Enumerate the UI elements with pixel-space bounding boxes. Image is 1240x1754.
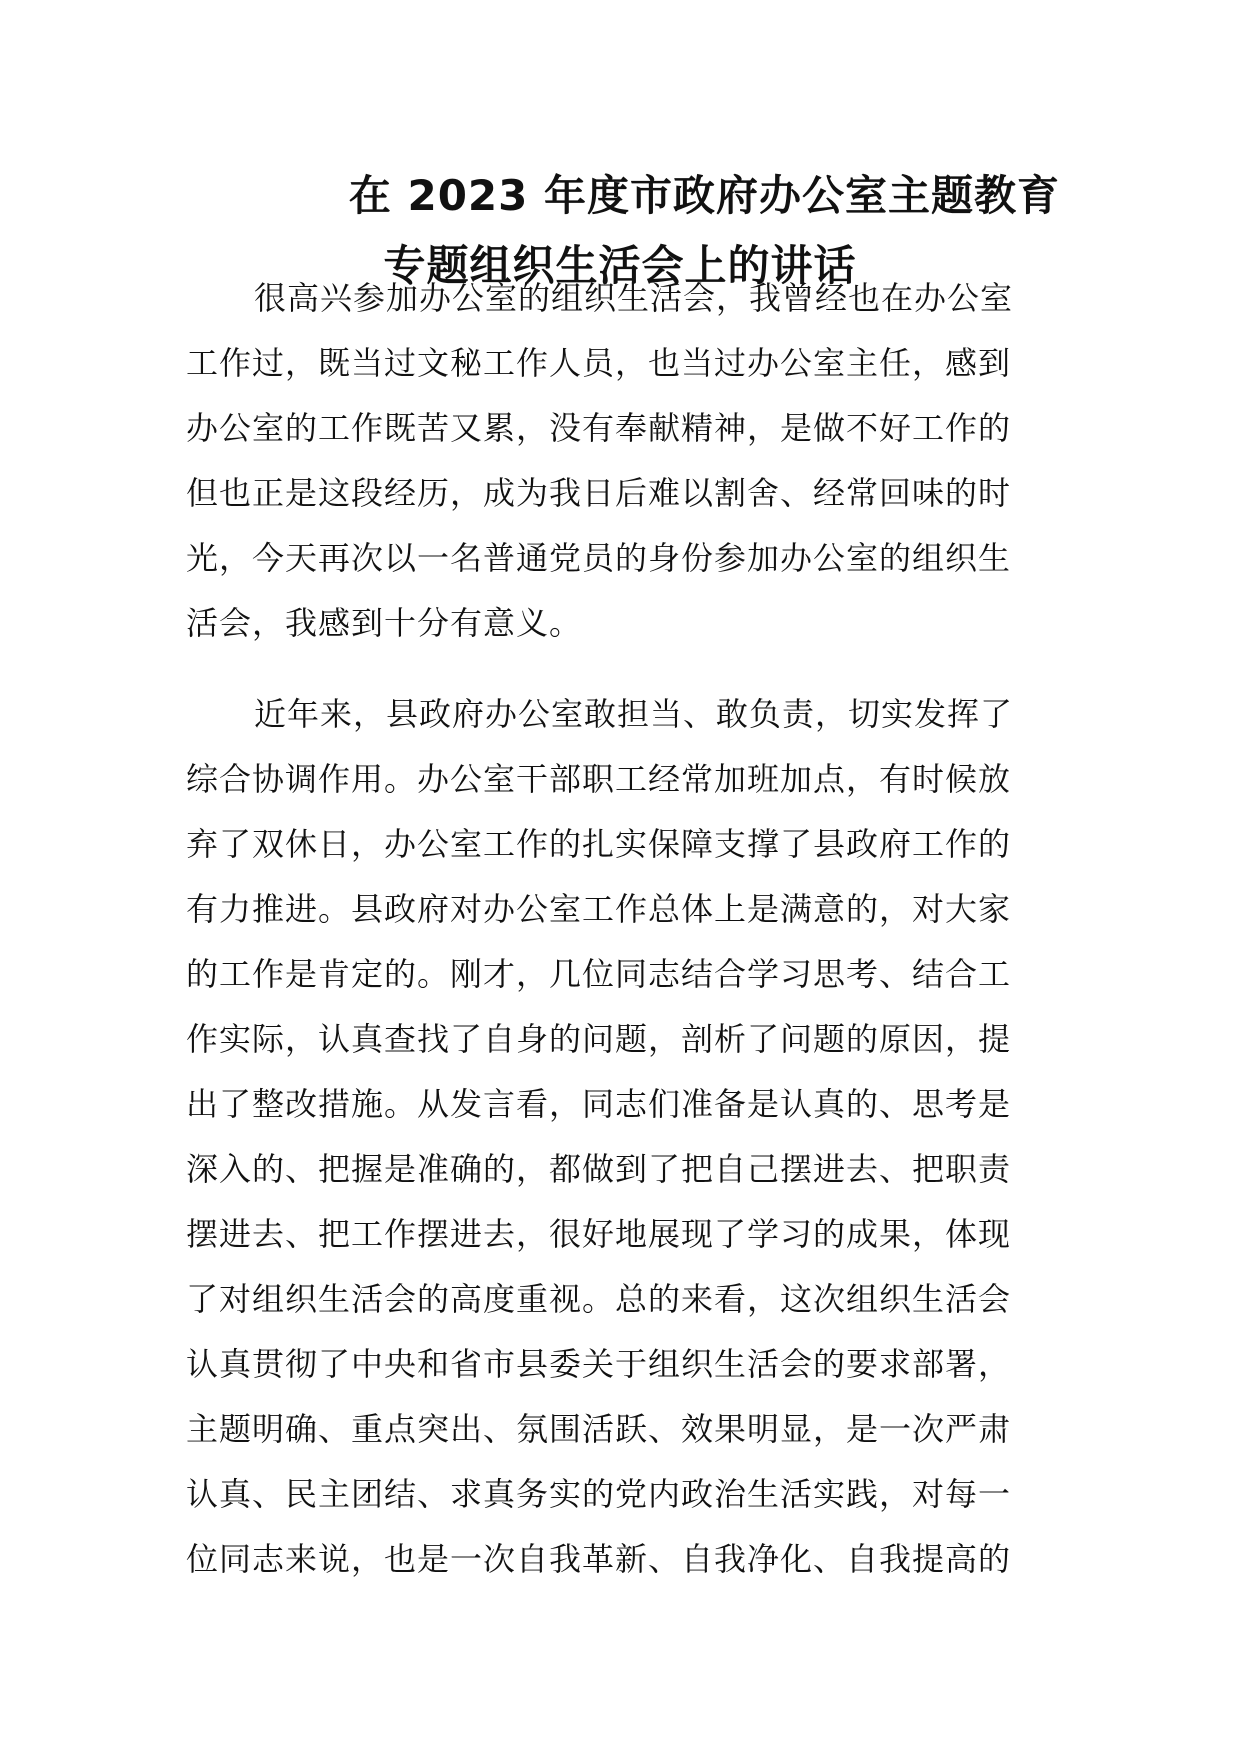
paragraph-line: 弃了双休日，办公室工作的扎实保障支撑了县政府工作的 <box>186 825 1012 863</box>
paragraph-1 <box>186 266 1066 656</box>
paragraph-line: 有力推进。县政府对办公室工作总体上是满意的，对大家 <box>186 890 1012 928</box>
document-title-line-1: 在 2023 年度市政府办公室主题教育 <box>348 171 1060 220</box>
paragraph-line: 认真、民主团结、求真务实的党内政治生活实践，对每一 <box>186 1475 1012 1513</box>
paragraph-line: 作实际，认真查找了自身的问题，剖析了问题的原因，提 <box>186 1020 1012 1058</box>
paragraph-line: 的工作是肯定的。刚才，几位同志结合学习思考、结合工 <box>186 955 1012 993</box>
paragraph-line: 了对组织生活会的高度重视。总的来看，这次组织生活会 <box>186 1280 1012 1318</box>
paragraph-line: 工作过，既当过文秘工作人员，也当过办公室主任，感到 <box>186 344 1012 382</box>
paragraph-line: 光，今天再次以一名普通党员的身份参加办公室的组织生 <box>186 539 1012 577</box>
paragraph-line: 很高兴参加办公室的组织生活会，我曾经也在办公室 <box>254 279 1014 317</box>
paragraph-line: 近年来，县政府办公室敢担当、敢负责，切实发挥了 <box>254 695 1014 733</box>
paragraph-line: 深入的、把握是准确的，都做到了把自己摆进去、把职责 <box>186 1150 1012 1188</box>
paragraph-line: 综合协调作用。办公室干部职工经常加班加点，有时候放 <box>186 760 1012 798</box>
paragraph-line: 位同志来说，也是一次自我革新、自我净化、自我提高的 <box>186 1540 1012 1578</box>
paragraph-line: 认真贯彻了中央和省市县委关于组织生活会的要求部署， <box>186 1345 1012 1383</box>
paragraph-line: 主题明确、重点突出、氛围活跃、效果明显，是一次严肃 <box>186 1410 1012 1448</box>
paragraph-line: 活会，我感到十分有意义。 <box>186 604 583 642</box>
paragraph-line: 摆进去、把工作摆进去，很好地展现了学习的成果，体现 <box>186 1215 1012 1253</box>
paragraph-line: 出了整改措施。从发言看，同志们准备是认真的、思考是 <box>186 1085 1012 1123</box>
paragraph-line: 但也正是这段经历，成为我日后难以割舍、经常回味的时 <box>186 474 1012 512</box>
paragraph-line: 办公室的工作既苦又累，没有奉献精神，是做不好工作的 <box>186 409 1012 447</box>
document-title-line-2: 专题组织生活会上的讲话 <box>383 241 857 290</box>
paragraph-2 <box>186 682 1066 1592</box>
